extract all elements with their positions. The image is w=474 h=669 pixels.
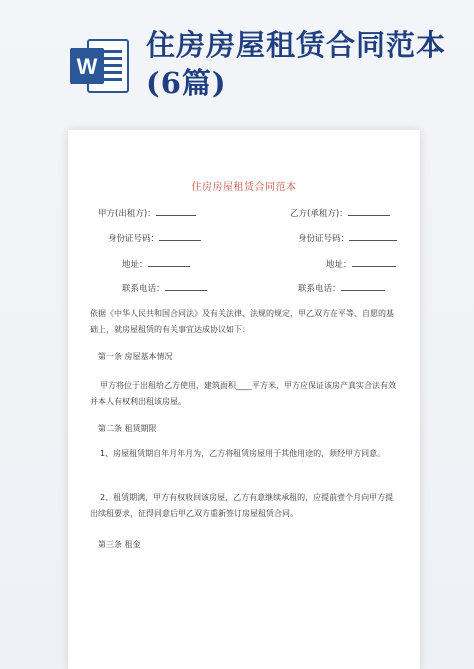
document-page xyxy=(68,130,420,669)
party-b-label: 乙方(承租方)： xyxy=(290,209,348,219)
party-a-label: 甲方(出租方)： xyxy=(98,209,156,219)
id-a-label: 身份证号码： xyxy=(108,234,160,244)
id-b-label: 身份证号码： xyxy=(298,234,350,244)
section-2-heading: 第二条 租赁期限 xyxy=(98,424,157,433)
header-banner xyxy=(0,0,474,130)
addr-b-label: 地址： xyxy=(326,260,352,270)
phone-b-label: 联系电话： xyxy=(298,284,341,294)
party-a-blank[interactable] xyxy=(156,207,196,216)
section-1-heading: 第一条 房屋基本情况 xyxy=(98,352,173,361)
id-a-field xyxy=(108,232,201,244)
section-1-text: 甲方将位于出租给乙方使用，建筑面积____平方米，甲方应保证该房产真实合法有效并本人有权利出租该房屋。 xyxy=(90,381,396,406)
section-2-item-2: 2、租赁期满，甲方有权收回该房屋，乙方有意继续承租的，应提前壹个月向甲方提出续租要求，征得同意后甲乙双方重新签订房屋租赁合同。 xyxy=(90,493,394,518)
addr-a-label: 地址： xyxy=(122,260,148,270)
id-a-blank[interactable] xyxy=(159,232,201,241)
word-document-icon xyxy=(68,36,130,96)
addr-b-blank[interactable] xyxy=(352,258,396,267)
party-b-field xyxy=(290,207,390,219)
phone-a-field xyxy=(122,282,207,294)
phone-b-blank[interactable] xyxy=(341,282,385,291)
party-b-blank[interactable] xyxy=(348,207,390,216)
id-b-blank[interactable] xyxy=(349,232,397,241)
addr-a-blank[interactable] xyxy=(148,258,190,267)
phone-a-label: 联系电话： xyxy=(122,284,165,294)
intro-paragraph: 依据《中华人民共和国合同法》及有关法律、法规的规定，甲乙双方在平等、自愿的基础上，就房屋租赁的有关事宜达成协议如下： xyxy=(90,309,394,334)
section-2-item-1: 1、房屋租赁期自年月年月为，乙方将租赁房屋用于其他用途的，须经甲方同意。 xyxy=(100,449,386,458)
addr-a-field xyxy=(122,258,190,270)
section-3-heading: 第三条 租金 xyxy=(98,540,141,549)
addr-b-field xyxy=(326,258,396,270)
page-title: 住房房屋租赁合同范本(6篇) xyxy=(146,28,447,100)
phone-a-blank[interactable] xyxy=(165,282,207,291)
id-b-field xyxy=(298,232,397,244)
phone-b-field xyxy=(298,282,385,294)
party-a-field xyxy=(98,207,196,219)
document-title: 住房房屋租赁合同范本 xyxy=(191,182,297,193)
word-icon-letter: W xyxy=(76,54,98,79)
